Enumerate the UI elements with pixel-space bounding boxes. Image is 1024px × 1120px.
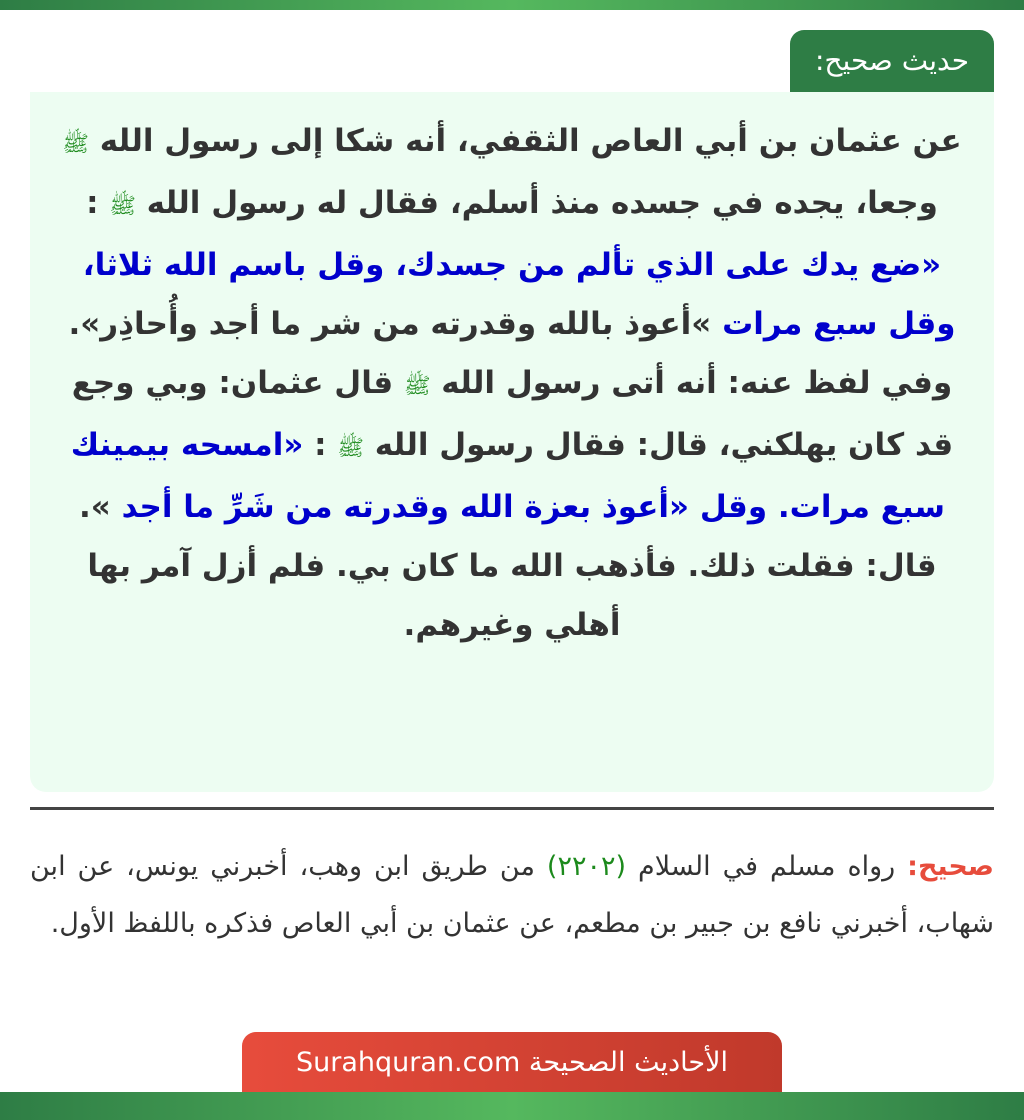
source-text-after: من طريق ابن وهب، أخبرني يونس، عن ابن شهاب، أخبرني نافع بن جبير بن مطعم، عن عثمان بن أبي العاص فذكره باللفظ الأول. — [30, 851, 994, 939]
hadith-p2-ending: ». — [78, 489, 111, 525]
hadith-paragraph-2 — [52, 354, 972, 537]
hadith-p2-colon: : — [303, 427, 327, 463]
salawat-icon: ﷺ — [109, 194, 136, 219]
site-footer-badge — [242, 1032, 782, 1092]
source-reference-number: (٢٢٠٢) — [546, 851, 627, 882]
bottom-green-bar — [0, 1092, 1024, 1120]
prophetic-quote: «امسحه بيمينك سبع مرات. وقل «أعوذ بعزة الله وقدرته من شَرِّ ما أجد — [70, 427, 946, 525]
hadith-p1-intro: عن عثمان بن أبي العاص الثقفي، أنه شكا إلى رسول الله — [99, 123, 962, 159]
source-grade: صحيح: — [907, 851, 994, 882]
hadith-p2-middle: قال عثمان: وبي وجع قد كان يهلكني، قال: فقال رسول الله — [71, 365, 954, 463]
hadith-p1-colon: : — [86, 185, 99, 221]
salawat-icon: ﷺ — [337, 436, 364, 461]
site-footer-text: الأحاديث الصحيحة Surahquran.com — [296, 1047, 728, 1078]
hadith-paragraph-3 — [52, 537, 972, 655]
top-green-bar — [0, 0, 1024, 10]
hadith-source — [30, 838, 994, 952]
hadith-p1-ending: »أعوذ بالله وقدرته من شر ما أجد وأُحاذِر». — [68, 306, 712, 342]
hadith-p1-middle: وجعا، يجده في جسده منذ أسلم، فقال له رسول الله — [135, 185, 938, 221]
hadith-p2-intro: وفي لفظ عنه: أنه أتى رسول الله — [430, 365, 953, 401]
source-text-before: رواه مسلم في السلام — [626, 851, 896, 882]
hadith-text-box — [30, 92, 994, 792]
hadith-p3-text: قال: فقلت ذلك. فأذهب الله ما كان بي. فلم أزل آمر بها أهلي وغيرهم. — [87, 548, 937, 643]
section-divider — [30, 807, 994, 810]
hadith-paragraph-1 — [52, 112, 972, 354]
hadith-grade-label — [790, 30, 994, 92]
prophetic-quote: «ضع يدك على الذي تألم من جسدك، وقل باسم الله ثلاثا، وقل سبع مرات — [82, 247, 956, 342]
salawat-icon: ﷺ — [403, 374, 431, 399]
hadith-grade-label-text: حديث صحيح: — [815, 44, 969, 77]
salawat-icon: ﷺ — [62, 132, 89, 157]
